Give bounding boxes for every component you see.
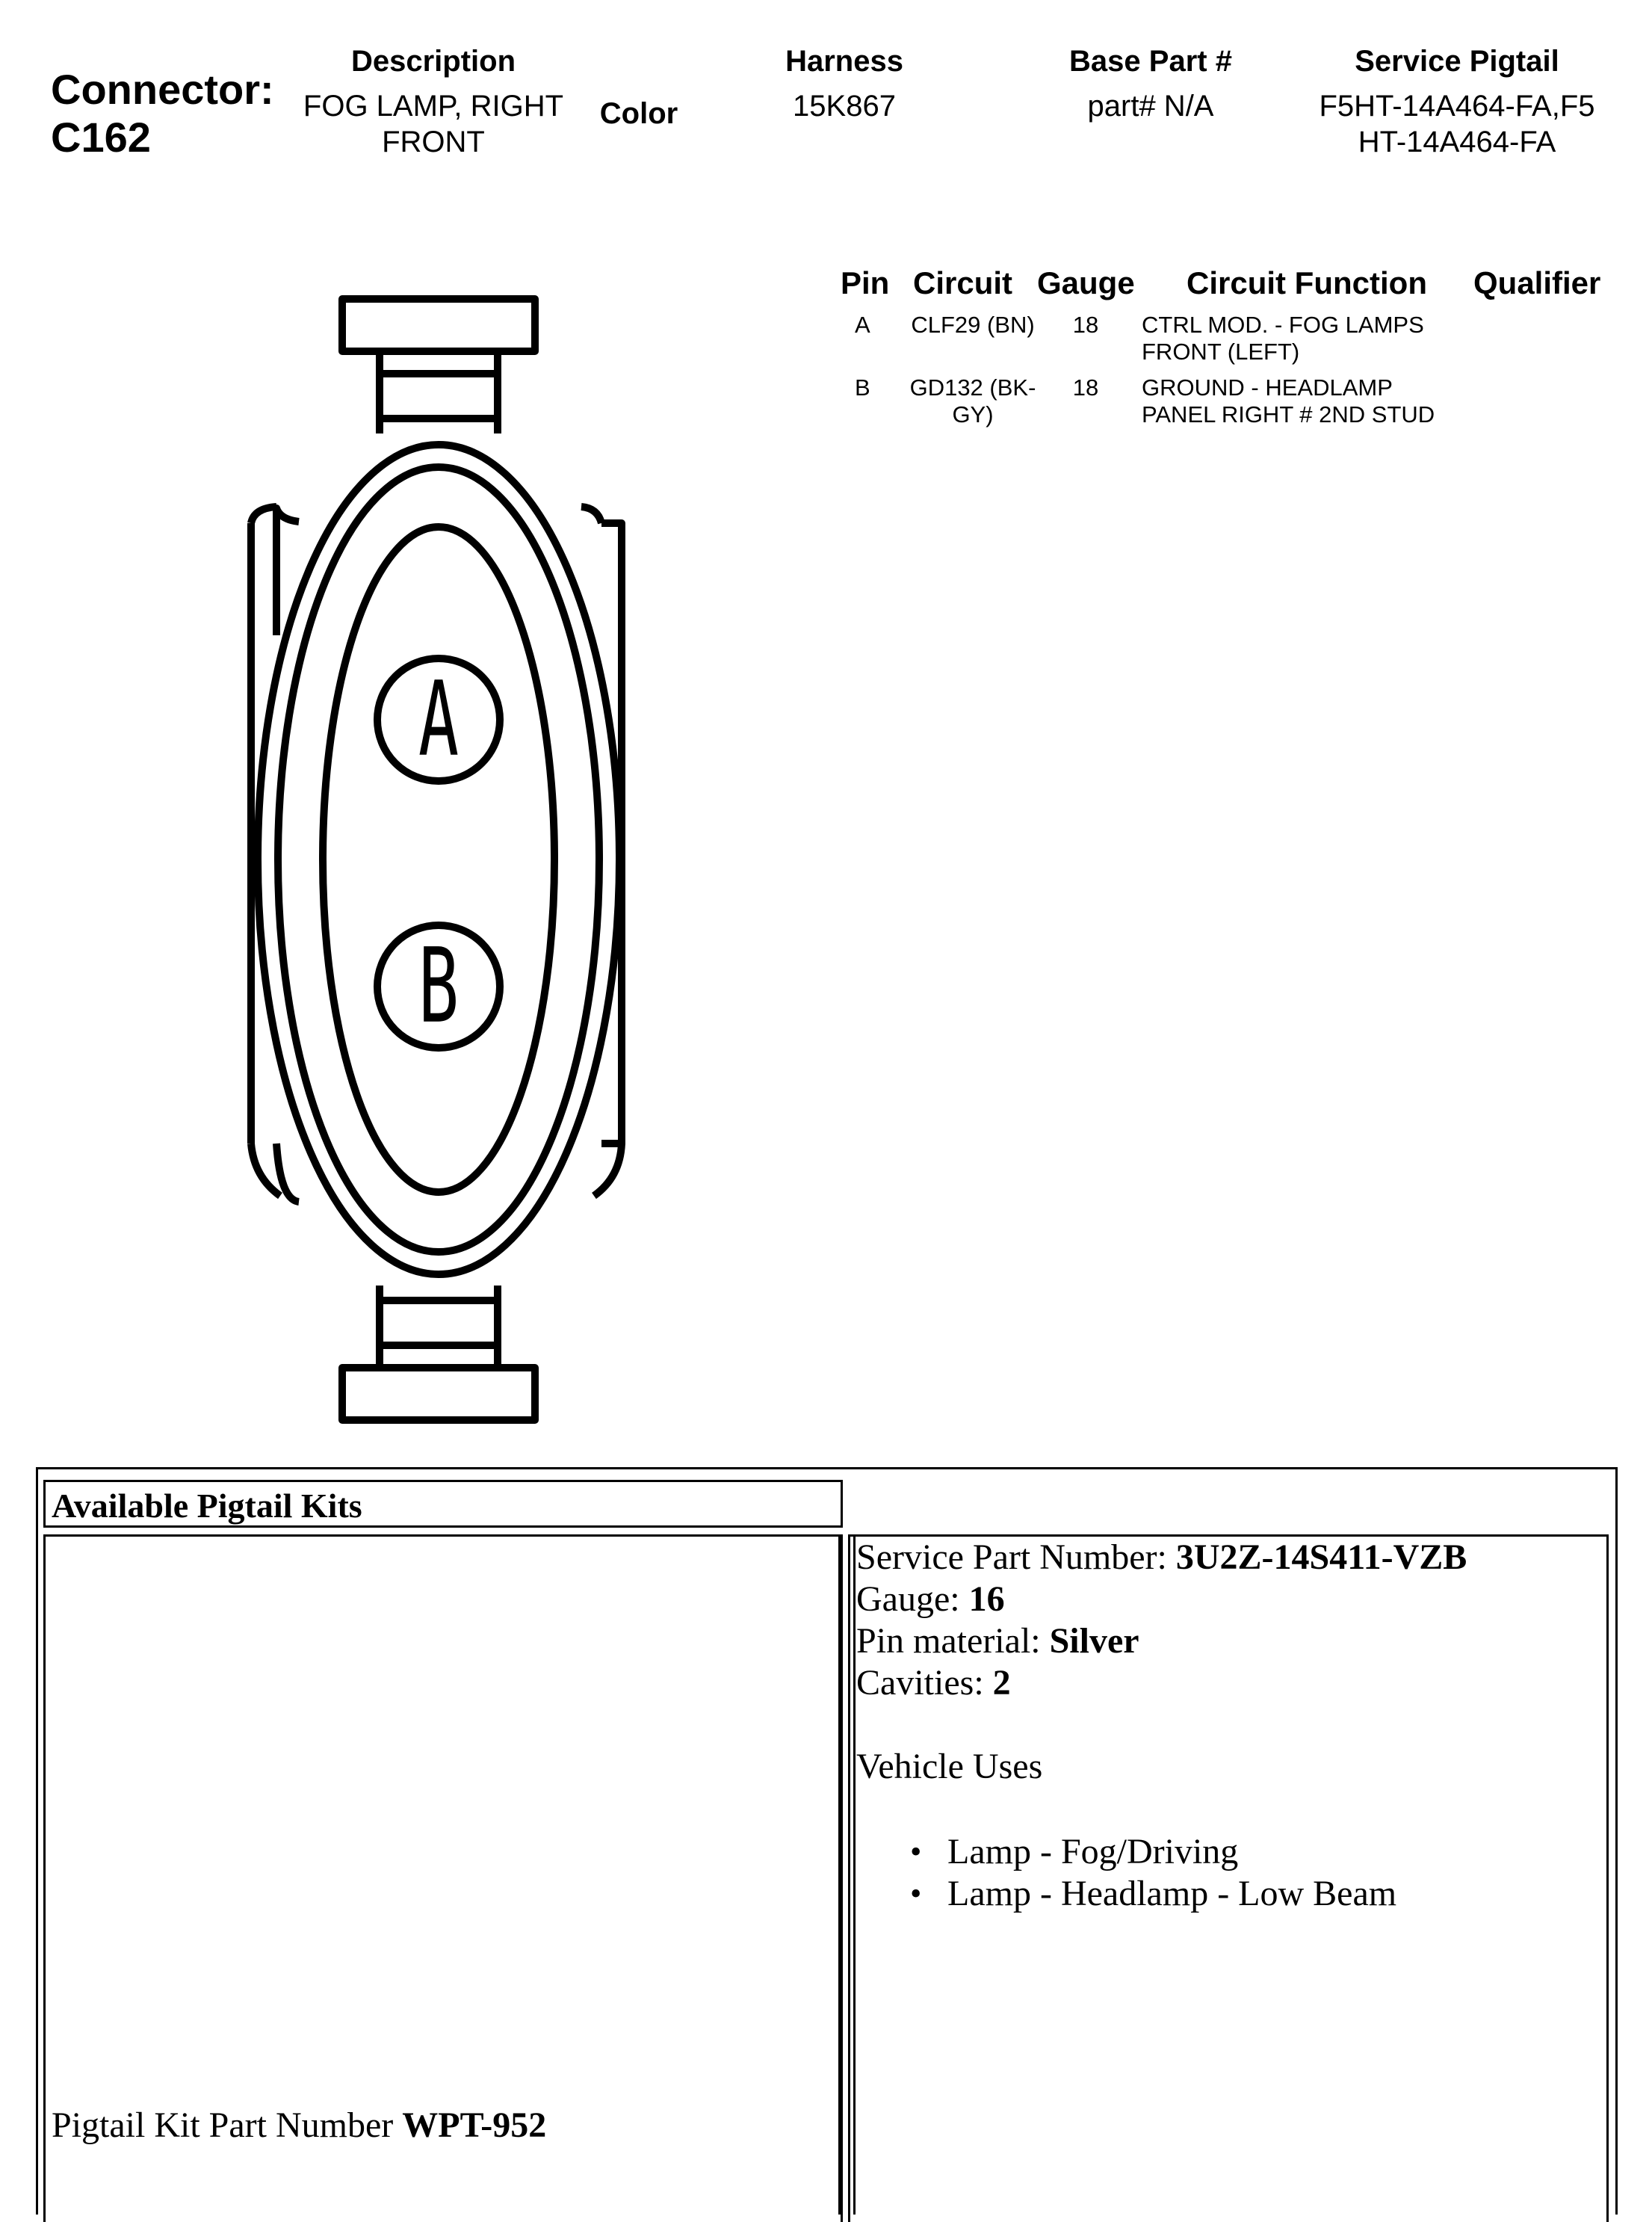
- bottom-latch-inner: [380, 1300, 498, 1368]
- col-header-pin: Pin: [841, 265, 890, 300]
- vehicle-uses-list: [856, 1831, 1467, 1915]
- pin-b-label: B: [418, 927, 460, 1046]
- service-part-value: 3U2Z-14S411-VZB: [1175, 1537, 1467, 1577]
- connector-face-diagram: [224, 284, 643, 1435]
- pigtail-kit-label: Pigtail Kit Part Number: [52, 2105, 394, 2145]
- bottom-latch-outer: [342, 1368, 535, 1420]
- list-item: • Lamp - Headlamp - Low Beam: [856, 1873, 1467, 1915]
- pigtail-title-box: [43, 1480, 843, 1528]
- col-header-qualifier: Qualifier: [1473, 265, 1601, 300]
- connector-label: Connector:: [51, 66, 274, 113]
- pigtail-kit-value: WPT-952: [402, 2105, 547, 2145]
- pigtail-left-box: [43, 1534, 843, 2222]
- pigtail-right-box: [848, 1534, 1609, 2222]
- list-item: • Lamp - Fog/Driving: [856, 1831, 1467, 1873]
- housing-inner: [323, 527, 554, 1192]
- service-part-label: Service Part Number:: [856, 1537, 1167, 1577]
- cavities-label: Cavities:: [856, 1663, 984, 1703]
- harness-value: 15K867: [793, 90, 896, 123]
- row-b-gauge: 18: [1072, 374, 1099, 401]
- pigtail-details: [856, 1537, 1467, 1915]
- pigtail-right-inner-rule: [853, 1534, 856, 2215]
- color-header: Color: [599, 97, 678, 130]
- cavities-value: 2: [992, 1663, 1011, 1703]
- top-latch-inner: [380, 351, 498, 419]
- pin-material-line: [856, 1620, 1467, 1662]
- row-b-pin: B: [855, 374, 870, 401]
- connector-title: [51, 66, 274, 161]
- col-header-gauge: Gauge: [1037, 265, 1135, 300]
- connector-id: C162: [51, 114, 151, 161]
- description-value: FOG LAMP, RIGHT FRONT: [303, 90, 564, 158]
- col-header-circuit: Circuit: [913, 265, 1013, 300]
- top-latch-outer: [342, 299, 535, 351]
- pin-a-label: A: [418, 660, 460, 780]
- vehicle-uses-label: Vehicle Uses: [856, 1747, 1043, 1786]
- description-header: Description: [350, 45, 516, 78]
- row-a-pin: A: [855, 312, 870, 338]
- row-a-gauge: 18: [1072, 312, 1099, 338]
- harness-header: Harness: [785, 45, 903, 78]
- service-part-line: [856, 1537, 1467, 1578]
- service-pigtail-value: F5HT-14A464-FA,F5HT-14A464-FA: [1319, 90, 1595, 158]
- pigtail-title: Available Pigtail Kits: [52, 1487, 362, 1525]
- base-part-header: Base Part #: [1069, 45, 1232, 78]
- row-b-function: GROUND - HEADLAMP PANEL RIGHT # 2ND STUD: [1142, 374, 1435, 428]
- pigtail-kit-part: [52, 2105, 546, 2147]
- pin-material-label: Pin material:: [856, 1621, 1041, 1661]
- gauge-line: [856, 1578, 1467, 1620]
- service-pigtail-header: Service Pigtail: [1355, 45, 1559, 78]
- gauge-label: Gauge:: [856, 1579, 960, 1619]
- housing-outer: [258, 445, 619, 1274]
- cavities-line: [856, 1662, 1467, 1704]
- base-part-value: part# N/A: [1087, 90, 1214, 123]
- row-a-function: CTRL MOD. - FOG LAMPS FRONT (LEFT): [1142, 312, 1424, 365]
- row-a-circuit: CLF29 (BN): [911, 312, 1035, 338]
- gauge-value: 16: [968, 1579, 1005, 1619]
- pigtail-left-inner-rule: [838, 1534, 841, 2215]
- pin-table: [829, 265, 1651, 445]
- row-b-circuit: GD132 (BK-GY): [909, 374, 1036, 428]
- pigtail-left-inner-divider: [38, 2178, 39, 2179]
- pin-material-value: Silver: [1049, 1621, 1139, 1661]
- col-header-function: Circuit Function: [1187, 265, 1427, 300]
